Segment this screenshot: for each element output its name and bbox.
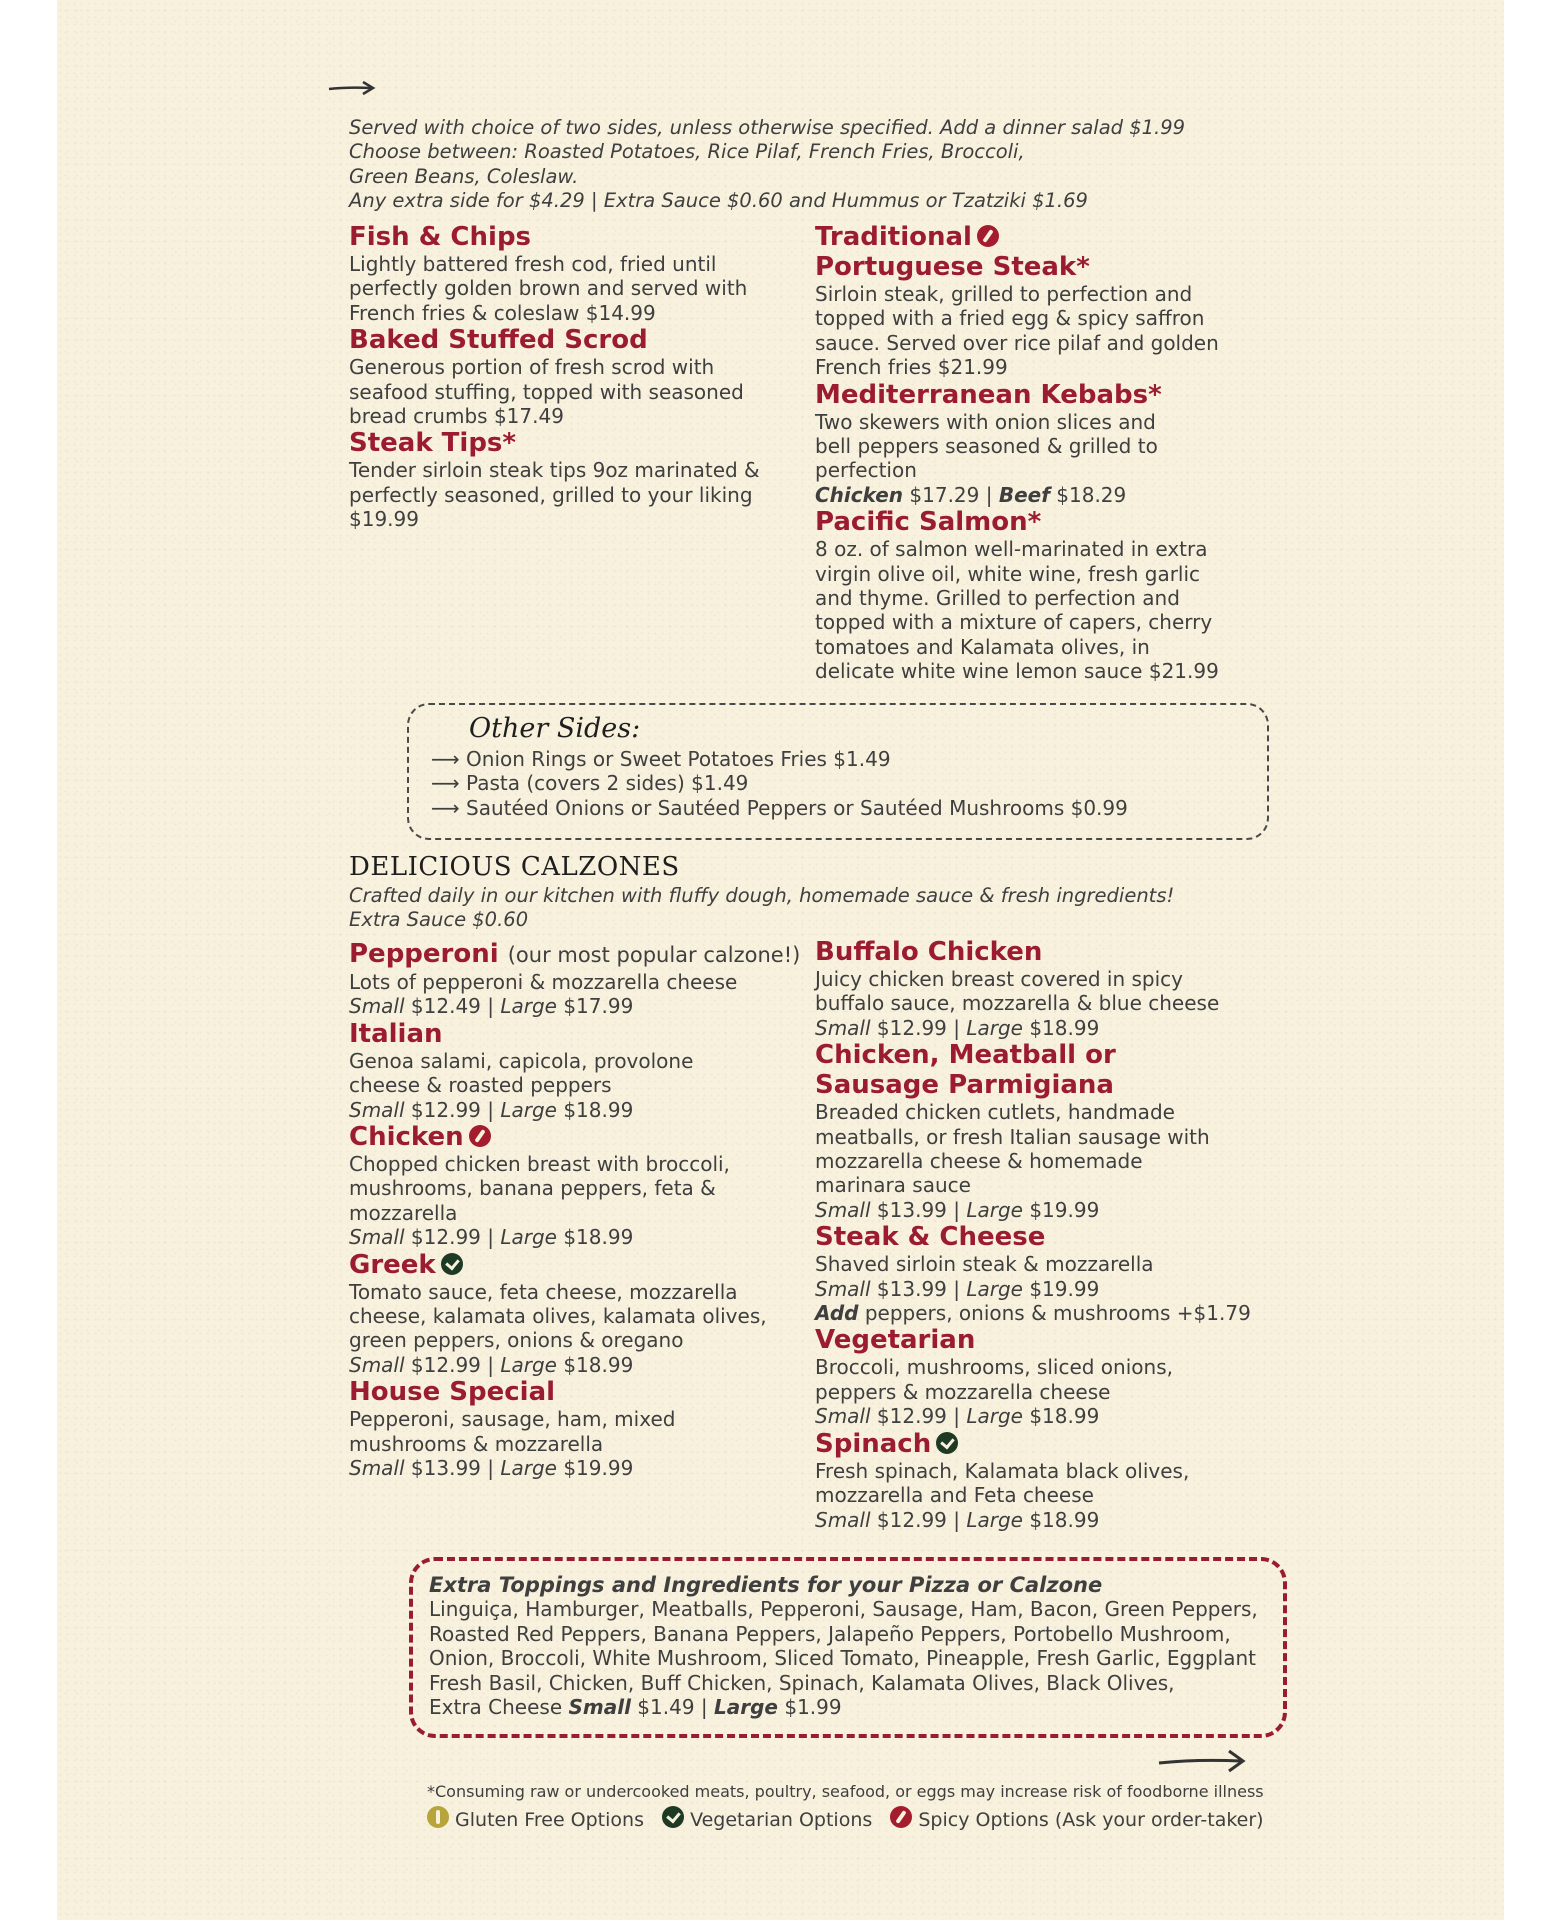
calzones-subtitle: Crafted daily in our kitchen with fluffy dough, homemade sauce & fresh ingredients!: [349, 884, 1175, 907]
calzone-greek: [349, 1250, 809, 1378]
item-desc: green peppers, onions & oregano: [349, 1328, 684, 1353]
item-title: [349, 1250, 809, 1280]
item-desc: mozzarella and Feta cheese: [815, 1483, 1094, 1508]
toppings-line: Fresh Basil, Chicken, Buff Chicken, Spinach, Kalamata Olives, Black Olives,: [429, 1670, 1175, 1695]
item-desc: French fries $21.99: [815, 355, 1008, 380]
item-prices: [815, 483, 1255, 507]
price: $18.99: [563, 1352, 634, 1377]
item-title-text: Chicken: [349, 1122, 464, 1153]
price: $1.99: [784, 1695, 842, 1720]
item-title-text: Spinach: [815, 1428, 932, 1459]
size-label: Small: [815, 1507, 871, 1532]
item-desc: meatballs, or fresh Italian sausage with: [815, 1124, 1210, 1149]
menu-item-kebabs: [815, 380, 1255, 508]
price: $17.99: [563, 994, 634, 1019]
legend: [427, 1806, 1264, 1831]
intro-line: Choose between: Roasted Potatoes, Rice Pilaf, French Fries, Broccoli,: [349, 140, 1025, 164]
item-desc: Tender sirloin steak tips 9oz marinated &: [349, 458, 760, 483]
item-desc: Pepperoni, sausage, ham, mixed: [349, 1407, 676, 1432]
item-title: Sausage Parmigiana: [815, 1070, 1114, 1101]
item-desc: Genoa salami, capicola, provolone: [349, 1048, 694, 1073]
toppings-content: [429, 1573, 1258, 1719]
size-label: Large: [966, 1197, 1023, 1222]
menu-item-salmon: [815, 507, 1255, 683]
price: $12.99 |: [410, 1097, 494, 1122]
item-desc: sauce. Served over rice pilaf and golden: [815, 330, 1219, 355]
intro-line: Any extra side for $4.29 | Extra Sauce $0.60 and Hummus or Tzatziki $1.69: [349, 189, 1088, 213]
item-desc: mozzarella: [349, 1200, 458, 1225]
item-desc: Broccoli, mushrooms, sliced onions,: [815, 1355, 1173, 1380]
item-desc: tomatoes and Kalamata olives, in: [815, 634, 1150, 659]
item-addon: [815, 1301, 1295, 1325]
calzone-vegetarian: [815, 1325, 1295, 1428]
item-desc: cheese & roasted peppers: [349, 1073, 612, 1098]
item-desc: perfection: [815, 458, 917, 483]
menu-item-baked-scrod: [349, 325, 789, 428]
item-title-text: Greek: [349, 1249, 436, 1280]
item-title: Fish & Chips: [349, 222, 532, 252]
price: $18.99: [1029, 1015, 1100, 1040]
list-item: [431, 796, 1128, 820]
price: $18.99: [563, 1225, 634, 1250]
entrees-right-column: [815, 222, 1255, 684]
item-title: Portuguese Steak*: [815, 252, 1090, 282]
item-desc: bell peppers seasoned & grilled to: [815, 434, 1158, 459]
size-label: Small: [349, 1225, 405, 1250]
legend-gluten-free: Gluten Free Options: [455, 1809, 644, 1831]
size-label: Large: [966, 1015, 1023, 1040]
other-sides-heading: Other Sides:: [469, 713, 641, 744]
item-prices: [815, 1016, 1295, 1040]
item-desc: Fresh spinach, Kalamata black olives,: [815, 1458, 1190, 1483]
item-prices: [349, 1098, 809, 1122]
item-desc: Juicy chicken breast covered in spicy: [815, 967, 1184, 991]
price: $18.99: [1029, 1507, 1100, 1532]
item-prices: [349, 1456, 809, 1480]
menu-item-steak-tips: [349, 428, 789, 531]
intro-line: Green Beans, Coleslaw.: [349, 164, 579, 188]
item-desc: Two skewers with onion slices and: [815, 409, 1156, 434]
option-price: $17.29 |: [909, 482, 993, 507]
list-item: [431, 771, 1128, 795]
option-label: Chicken: [815, 482, 904, 507]
size-label: Large: [500, 1352, 557, 1377]
item-desc: mushrooms & mozzarella: [349, 1431, 604, 1456]
calzone-pepperoni: [349, 939, 809, 1019]
item-desc: topped with a mixture of capers, cherry: [815, 610, 1213, 635]
menu-item-portuguese-steak: [815, 222, 1255, 380]
item-desc: mozzarella cheese & homemade: [815, 1149, 1143, 1174]
item-title-line: Traditional: [815, 222, 972, 252]
item-desc: Generous portion of fresh scrod with: [349, 355, 715, 380]
toppings-line: Onion, Broccoli, White Mushroom, Sliced Tomato, Pineapple, Fresh Garlic, Eggplant: [429, 1646, 1256, 1671]
spicy-icon: [469, 1125, 491, 1147]
size-label: Small: [815, 1197, 871, 1222]
size-label: Small: [349, 1456, 405, 1481]
item-desc: bread crumbs $17.49: [349, 404, 564, 429]
sides-intro: [349, 116, 1185, 214]
price: $13.99 |: [876, 1276, 960, 1301]
option-label: Beef: [998, 482, 1050, 507]
toppings-price-line: [429, 1695, 1258, 1719]
item-prices: [349, 1225, 809, 1249]
price: $12.99 |: [876, 1015, 960, 1040]
calzone-buffalo-chicken: [815, 937, 1295, 1040]
arrow-right-icon: [1157, 1748, 1247, 1774]
price: $12.49 |: [410, 994, 494, 1019]
item-title: Chicken, Meatball or: [815, 1040, 1116, 1071]
calzones-right-column: [815, 937, 1295, 1532]
calzone-chicken: [349, 1122, 809, 1250]
calzones-extra-sauce: Extra Sauce $0.60: [349, 908, 529, 932]
item-desc: seafood stuffing, topped with seasoned: [349, 379, 744, 404]
addon-label: Add: [815, 1301, 859, 1326]
size-label: Large: [966, 1404, 1023, 1429]
size-label: Small: [815, 1404, 871, 1429]
price: $13.99 |: [410, 1456, 494, 1481]
price: $12.99 |: [410, 1352, 494, 1377]
item-title: House Special: [349, 1377, 556, 1408]
size-label: Small: [349, 1352, 405, 1377]
size-label: Small: [815, 1276, 871, 1301]
item-desc: Shaved sirloin steak & mozzarella: [815, 1252, 1154, 1277]
item-desc: Lots of pepperoni & mozzarella cheese: [349, 970, 738, 994]
foodborne-disclaimer: *Consuming raw or undercooked meats, poultry, seafood, or eggs may increase risk of foodborne illness: [427, 1782, 1264, 1801]
size-label: Large: [500, 1097, 557, 1122]
other-sides-box: [407, 703, 1269, 840]
item-desc: marinara sauce: [815, 1173, 971, 1198]
size-label: Large: [500, 994, 557, 1019]
item-desc: 8 oz. of salmon well-marinated in extra: [815, 537, 1208, 562]
other-sides-list: [431, 747, 1128, 820]
legend-vegetarian: Vegetarian Options: [690, 1809, 873, 1831]
item-desc: $19.99: [349, 507, 419, 532]
item-title: [815, 222, 1255, 252]
item-title: Steak Tips*: [349, 428, 517, 459]
size-label: Large: [714, 1695, 778, 1720]
calzone-house-special: [349, 1377, 809, 1480]
vegetarian-icon: [936, 1432, 958, 1454]
arrow-right-icon: [327, 80, 377, 96]
item-title: Steak & Cheese: [815, 1222, 1046, 1253]
extra-cheese-label: Extra Cheese: [429, 1695, 563, 1720]
calzones-intro: [349, 884, 1174, 933]
item-title: [815, 1429, 1295, 1459]
spicy-icon: [977, 225, 999, 247]
item-title: Vegetarian: [815, 1325, 976, 1356]
item-desc: Chopped chicken breast with broccoli,: [349, 1152, 730, 1177]
price: $13.99 |: [876, 1197, 960, 1222]
side-item: Pasta (covers 2 sides) $1.49: [466, 771, 749, 796]
size-label: Large: [500, 1456, 557, 1481]
spicy-icon: [890, 1806, 912, 1828]
size-label: Small: [568, 1695, 631, 1720]
item-prices: [815, 1198, 1295, 1222]
item-prices: [349, 1353, 809, 1377]
item-title: Italian: [349, 1018, 443, 1049]
item-desc: buffalo sauce, mozzarella & blue cheese: [815, 991, 1220, 1016]
price: $12.99 |: [410, 1225, 494, 1250]
entrees-left-column: [349, 222, 789, 532]
calzones-heading: DELICIOUS CALZONES: [349, 852, 680, 882]
item-desc: cheese, kalamata olives, kalamata olives,: [349, 1304, 767, 1329]
item-prices: [349, 994, 809, 1018]
arrow-right-icon: ⟶: [431, 795, 467, 820]
price: $19.99: [1029, 1197, 1100, 1222]
price: $18.99: [563, 1097, 634, 1122]
legend-spicy: Spicy Options (Ask your order-taker): [918, 1809, 1264, 1831]
menu-page: [57, 0, 1504, 1920]
item-desc: Tomato sauce, feta cheese, mozzarella: [349, 1279, 738, 1304]
intro-line: Served with choice of two sides, unless otherwise specified. Add a dinner salad $1.99: [349, 116, 1186, 139]
price: $19.99: [563, 1456, 634, 1481]
item-desc: French fries & coleslaw $14.99: [349, 300, 656, 325]
price: $1.49 |: [637, 1695, 708, 1720]
item-desc: Breaded chicken cutlets, handmade: [815, 1100, 1175, 1125]
item-desc: topped with a fried egg & spicy saffron: [815, 306, 1205, 331]
item-desc: perfectly golden brown and served with: [349, 276, 748, 301]
vegetarian-icon: [662, 1806, 684, 1828]
price: $19.99: [1029, 1276, 1100, 1301]
calzone-parmigiana: [815, 1040, 1295, 1222]
item-desc: virgin olive oil, white wine, fresh garlic: [815, 561, 1201, 586]
item-title: Buffalo Chicken: [815, 937, 1043, 967]
addon-text: peppers, onions & mushrooms +$1.79: [864, 1301, 1251, 1326]
item-title: Baked Stuffed Scrod: [349, 325, 648, 356]
item-desc: delicate white wine lemon sauce $21.99: [815, 659, 1219, 684]
size-label: Small: [815, 1015, 871, 1040]
item-note: (our most popular calzone!): [507, 943, 801, 967]
item-title-text: Pepperoni: [349, 939, 499, 969]
calzones-left-column: [349, 939, 809, 1481]
item-desc: mushrooms, banana peppers, feta &: [349, 1176, 716, 1201]
size-label: Small: [349, 1097, 405, 1122]
item-desc: peppers & mozzarella cheese: [815, 1379, 1111, 1404]
option-price: $18.29: [1056, 482, 1127, 507]
gluten-free-icon: [427, 1806, 449, 1828]
price: $12.99 |: [876, 1507, 960, 1532]
item-prices: [815, 1277, 1295, 1301]
price: $12.99 |: [876, 1404, 960, 1429]
size-label: Large: [966, 1507, 1023, 1532]
menu-item-fish-chips: [349, 222, 789, 325]
item-desc: and thyme. Grilled to perfection and: [815, 586, 1180, 611]
toppings-line: Roasted Red Peppers, Banana Peppers, Jalapeño Peppers, Portobello Mushroom,: [429, 1621, 1231, 1646]
item-title: Mediterranean Kebabs*: [815, 379, 1162, 410]
item-title: Pacific Salmon*: [815, 507, 1042, 538]
item-prices: [815, 1404, 1295, 1428]
item-prices: [815, 1508, 1295, 1532]
toppings-heading: Extra Toppings and Ingredients for your Pizza or Calzone: [429, 1573, 1103, 1597]
side-item: Sautéed Onions or Sautéed Peppers or Sautéed Mushrooms $0.99: [466, 795, 1128, 820]
item-desc: perfectly seasoned, grilled to your liking: [349, 482, 753, 507]
size-label: Large: [966, 1276, 1023, 1301]
item-desc: Sirloin steak, grilled to perfection and: [815, 282, 1193, 306]
calzone-spinach: [815, 1429, 1295, 1532]
item-desc: Lightly battered fresh cod, fried until: [349, 252, 717, 276]
size-label: Small: [349, 994, 405, 1019]
arrow-right-icon: ⟶: [431, 771, 467, 796]
arrow-right-icon: ⟶: [431, 747, 467, 771]
calzone-italian: [349, 1019, 809, 1122]
size-label: Large: [500, 1225, 557, 1250]
vegetarian-icon: [441, 1253, 463, 1275]
toppings-line: Linguiça, Hamburger, Meatballs, Pepperoni, Sausage, Ham, Bacon, Green Peppers,: [429, 1597, 1258, 1622]
item-title: [349, 939, 809, 970]
side-item: Onion Rings or Sweet Potatoes Fries $1.49: [466, 747, 891, 771]
calzone-steak-cheese: [815, 1222, 1295, 1325]
extra-toppings-box: [409, 1557, 1287, 1738]
price: $18.99: [1029, 1404, 1100, 1429]
item-title: [349, 1122, 809, 1152]
list-item: [431, 747, 1128, 771]
